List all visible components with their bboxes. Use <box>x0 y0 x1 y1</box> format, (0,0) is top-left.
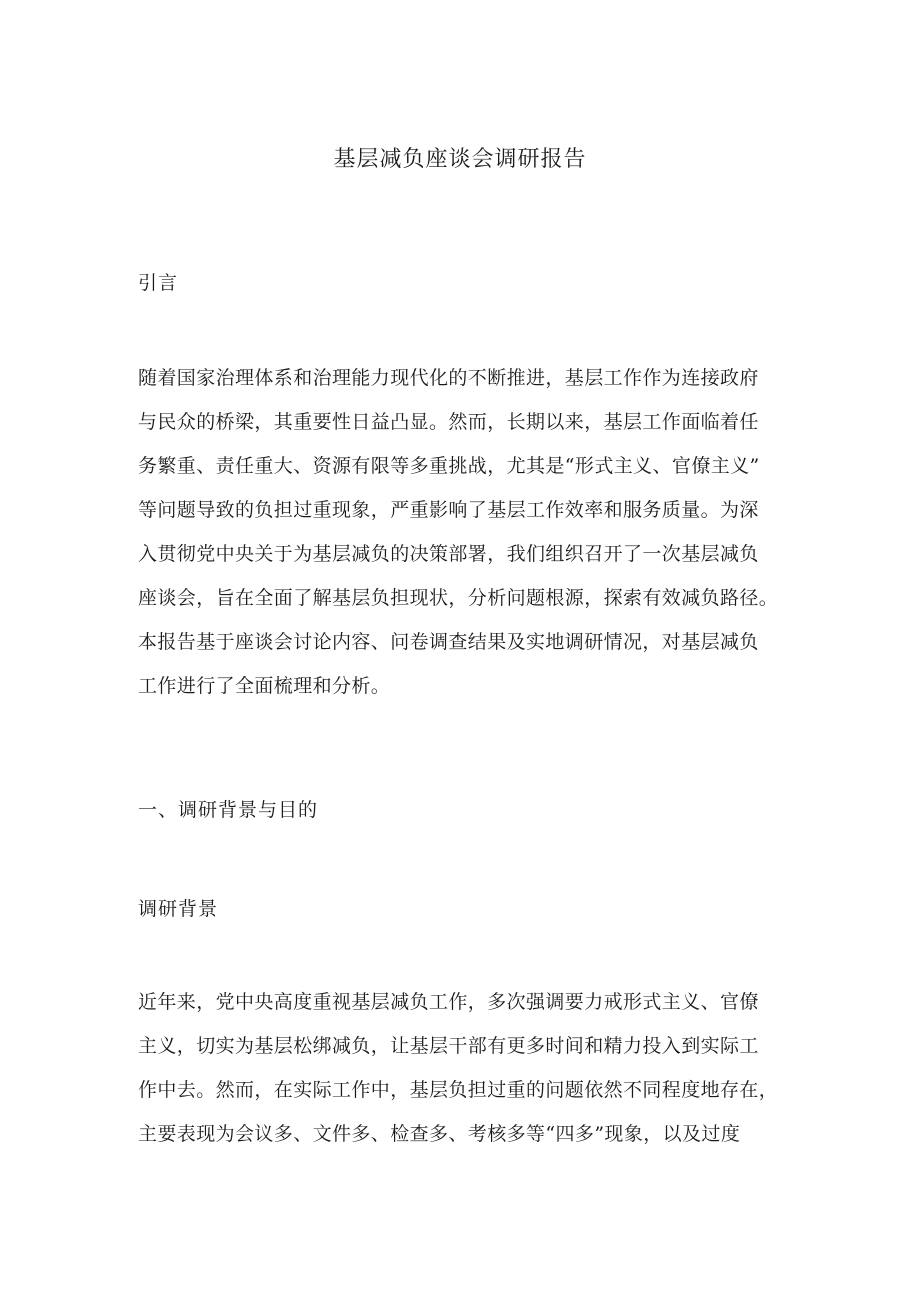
paragraph-line: 作中去。然而，在实际工作中，基层负担过重的问题依然不同程度地存在， <box>138 1079 779 1101</box>
section-heading: 一、调研背景与目的 <box>138 799 319 821</box>
intro-paragraph <box>138 356 790 708</box>
document-title: 基层减负座谈会调研报告 <box>333 147 587 172</box>
paragraph-line: 务繁重、责任重大、资源有限等多重挑战，尤其是“形式主义、官僚主义” <box>138 455 760 477</box>
paragraph-line: 入贯彻党中央关于为基层减负的决策部署，我们组织召开了一次基层减负 <box>138 543 759 565</box>
paragraph-line: 座谈会，旨在全面了解基层负担现状，分析问题根源，探索有效减负路径。 <box>138 587 779 609</box>
paragraph-line: 本报告基于座谈会讨论内容、问卷调查结果及实地调研情况，对基层减负 <box>138 631 759 653</box>
paragraph-line: 工作进行了全面梳理和分析。 <box>138 675 391 697</box>
paragraph-line: 随着国家治理体系和治理能力现代化的不断推进，基层工作作为连接政府 <box>138 367 759 389</box>
background-paragraph <box>138 980 790 1156</box>
intro-heading: 引言 <box>138 272 179 294</box>
paragraph-line: 主义，切实为基层松绑减负，让基层干部有更多时间和精力投入到实际工 <box>138 1035 759 1057</box>
paragraph-line: 近年来，党中央高度重视基层减负工作，多次强调要力戒形式主义、官僚 <box>138 991 759 1013</box>
paragraph-line: 等问题导致的负担过重现象，严重影响了基层工作效率和服务质量。为深 <box>138 499 759 521</box>
paragraph-line: 与民众的桥梁，其重要性日益凸显。然而，长期以来，基层工作面临着任 <box>138 411 759 433</box>
subsection-heading: 调研背景 <box>138 898 219 920</box>
paragraph-line: 主要表现为会议多、文件多、检查多、考核多等“四多”现象，以及过度 <box>138 1123 741 1145</box>
